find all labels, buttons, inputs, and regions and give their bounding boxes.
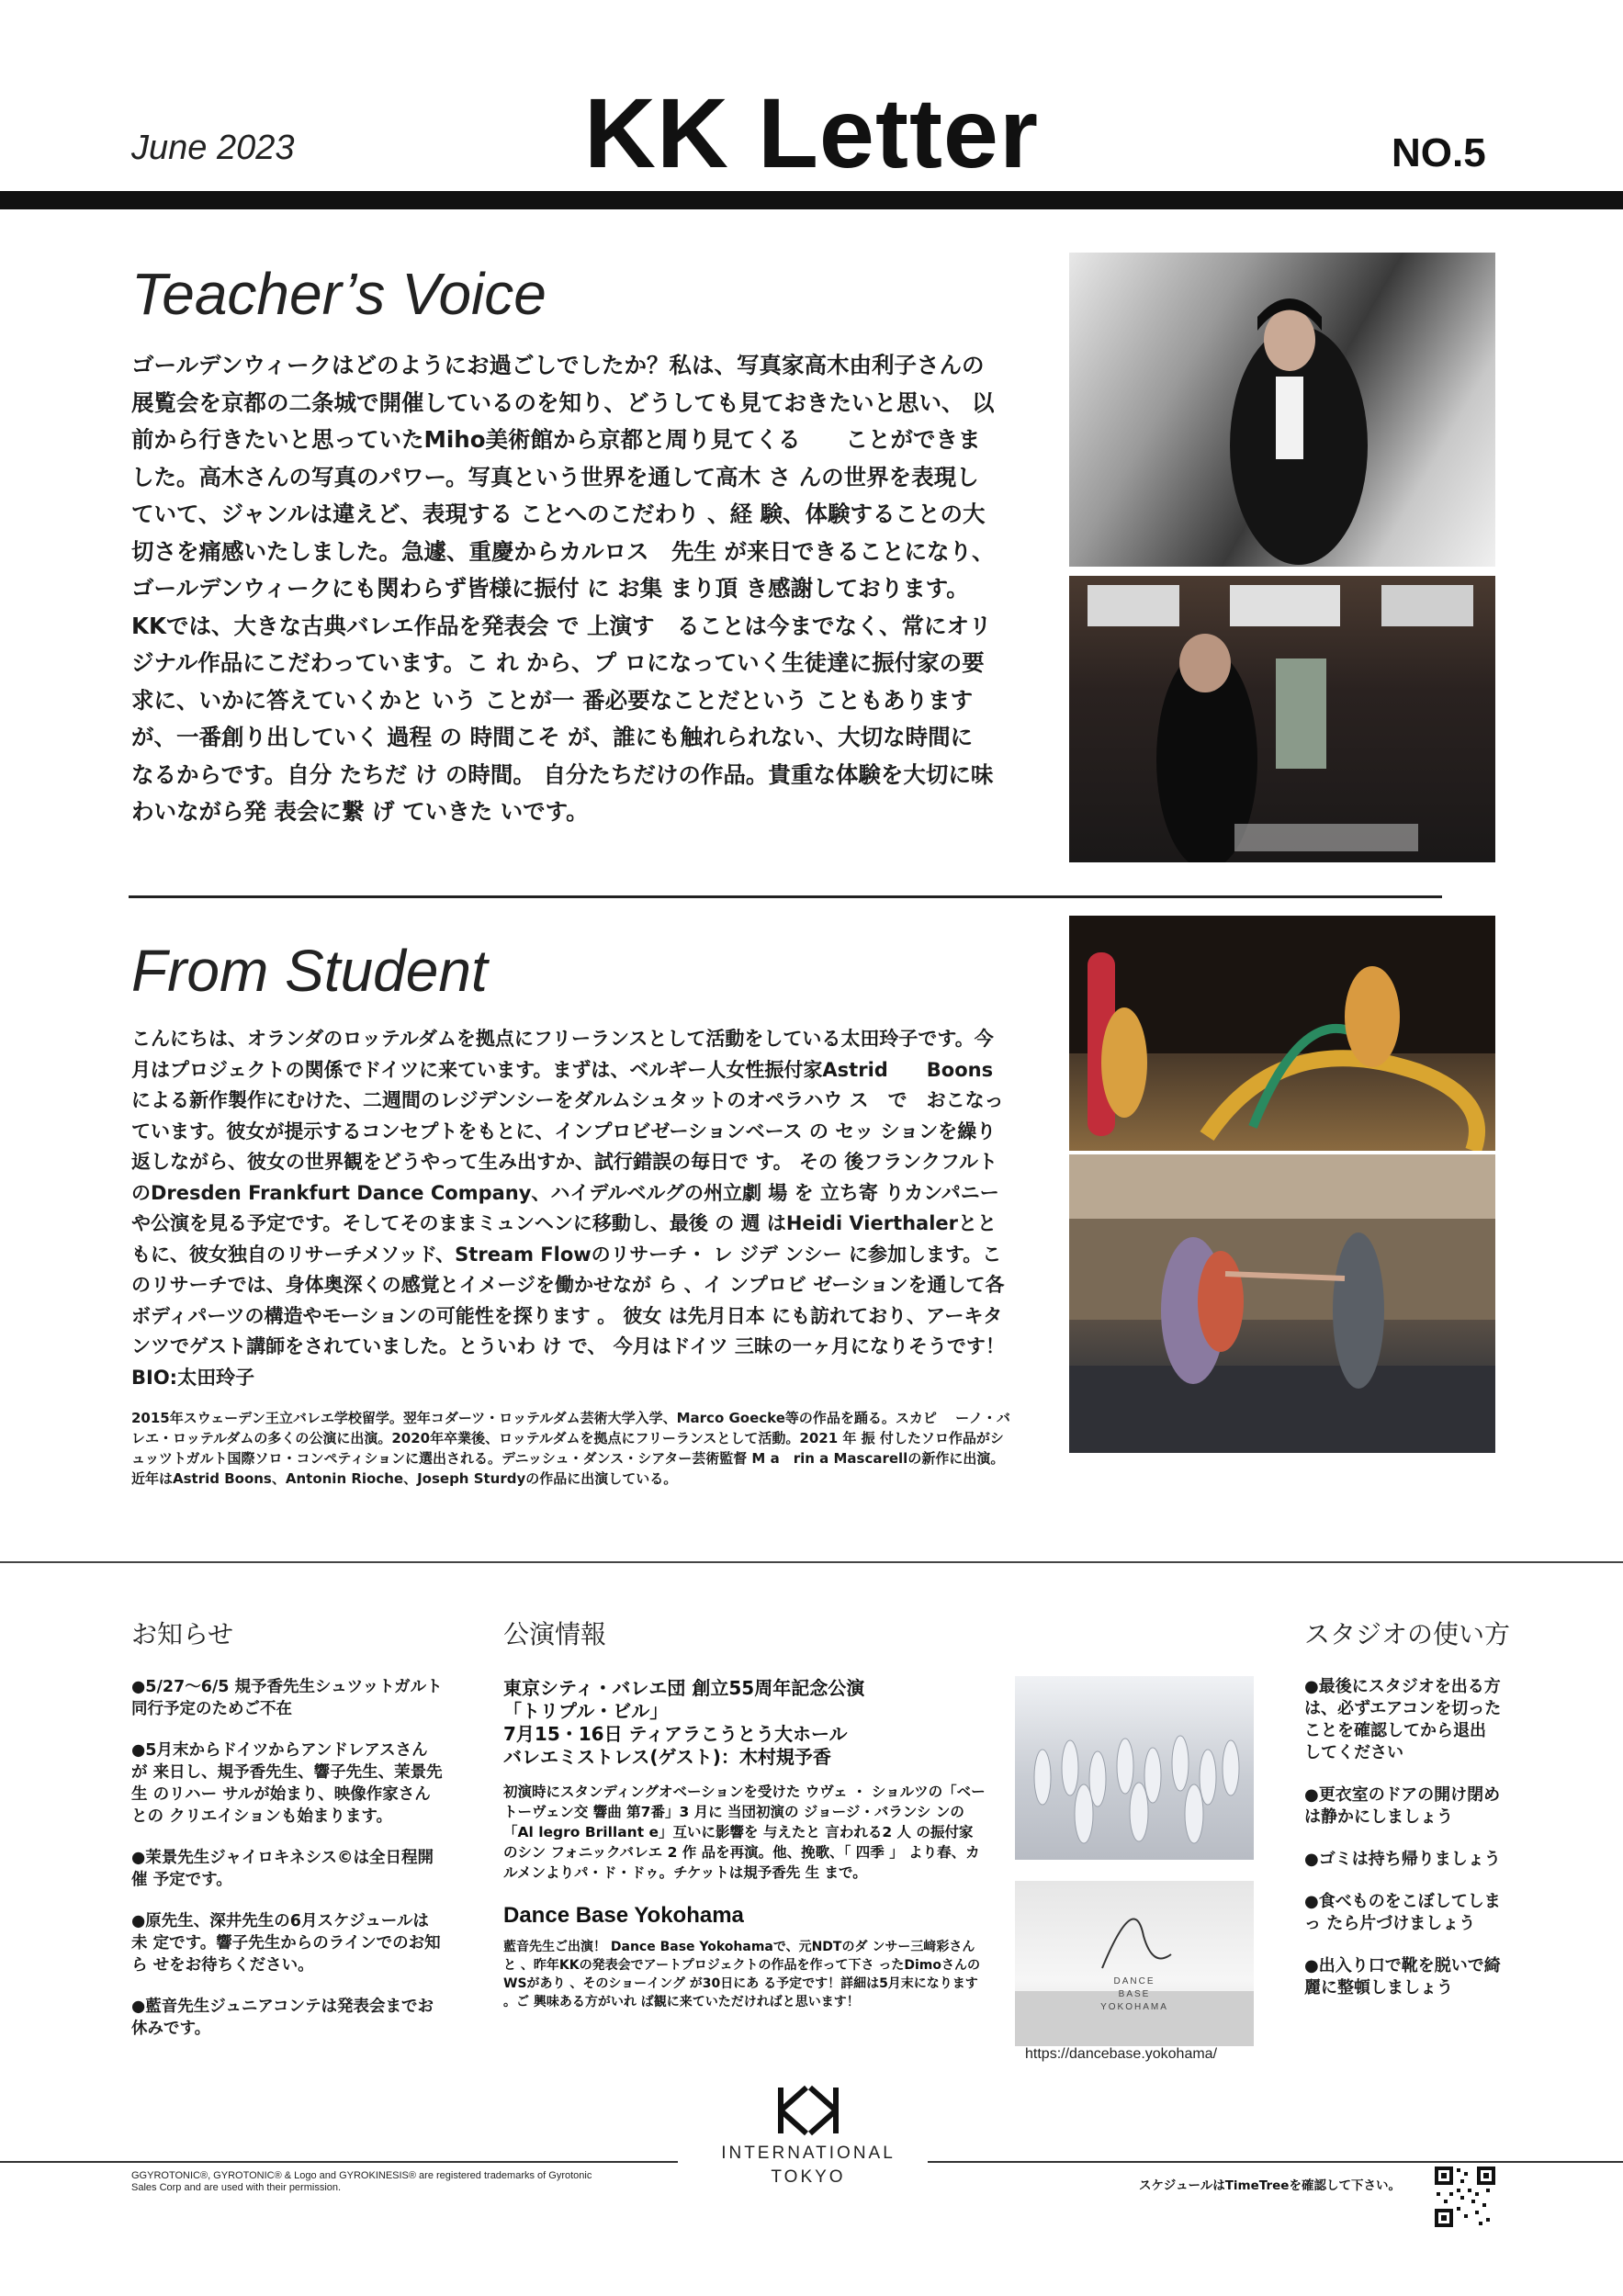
logo-line: INTERNATIONAL [721,2144,896,2163]
performance-title-line: バレエミストレス(ゲスト)：木村規予香 [503,1746,831,1768]
studio-rule-item: ●更衣室のドアの開け閉め は静かにしましょう [1304,1785,1501,1827]
dance-base-yokohama-logo-line: BASE [1118,1989,1151,1999]
announcement-item: ●茉景先生ジャイロキネシス©は全日程開催 予定です。 [131,1849,434,1889]
performance-title-line: 「トリプル・ビル」 [503,1700,669,1722]
issue-number: NO.5 [1392,130,1486,175]
performance-title-line: 東京シティ・バレエ団 創立55周年記念公演 [503,1677,865,1699]
section-divider [129,895,1442,898]
ballet-ensemble-photo [1015,1676,1254,1860]
kk-logo-icon [762,2083,854,2138]
footer-rule-right [928,2161,1623,2163]
performance-info-heading: 公演情報 [503,1619,607,1649]
dance-stage-photo [1069,916,1495,1151]
from-student-body: こんにちは、オランダのロッテルダムを拠点にフリーランスとして活動をしている太田玲子です。今月はプロジェクトの関係でドイツに来ています。まずは、ベルギー人女性振付家Astrid Boonsによる新作製作にむけた、二週間のレジデンシーをダルムシュタットのオペラハウ ス で おこなっています。彼女が提示するコンセプトをもとに、インプロビゼーションベース の セッ ションを繰り返しながら、彼女の世界観をどうやって生み出すか、試行錯誤の毎日で す。 その 後フランクフルトのDresden Frankfurt Dance Company、ハイデルベルグの州立劇 場 を 立ち寄 りカンパニーや公演を見る予定です。そしてそのままミュンヘンに移動し、最後 の 週 はHeidi Vierthalerとともに、彼女独自のリサーチメソッド、Stream Flowのリサーチ・ レ ジデ ンシー に参加します。このリサーチでは、身体奥深くの感覚とイメージを働かせなが ら 、イ ンプロビ ゼーションを通して各ボディパーツの構造やモーションの可能性を探ります 。 彼女 は先月日本 にも訪れており、アーキタンツでゲスト講師をされていました。とういわ け で、 今月はドイツ 三昧の一ヶ月になりそうです！BIO:太田玲子 [131,1028,1005,1389]
announcements-list [131,1676,444,2059]
dance-base-yokohama-logo-icon [1102,1919,1171,1968]
announcement-item: ●原先生、深井先生の6月スケジュールは未 定です。響子先生からのラインでのお知ら せをお待ちください。 [131,1912,441,1975]
performance-title [503,1677,986,1769]
timetree-note: スケジュールはTimeTreeを確認して下さい。 [1139,2178,1401,2193]
dance-rehearsal-photo [1069,1154,1495,1453]
teachers-voice-heading: Teacher’s Voice [131,261,547,327]
qr-code-icon[interactable] [1433,2165,1497,2229]
announcement-item: ●5/27〜6/5 規予香先生シュツットガルト 同行予定のためご不在 [131,1678,443,1718]
trademark-notice: GGYROTONIC®, GYROTONIC® & Logo and GYROKINESIS® are registered trademarks of Gyrotonic Sales Corp and are used with their permission. [131,2170,592,2193]
teachers-voice-body: ゴールデンウィークはどのようにお過ごしでしたか？私は、写真家高木由利子さんの展覧会を京都の二条城で開催しているのを知り、どうしても見ておきたいと思い、 以前から行きたいと思っていたMiho美術館から京都と周り見てくる ことができました。高木さんの写真のパワー。写真という世界を通して高木 さ んの世界を表現していて、ジャンルは違えど、表現する ことへのこだわり 、経 験、体験することの大切さを痛感いたしました。急遽、重慶からカルロス 先生 が来日できることになり、ゴールデンウィークにも関わらず皆様に振付 に お集 まり頂 き感謝しております。KKでは、大きな古典バレエ作品を発表会 で 上演す ることは今までなく、常にオリジナル作品にこだわっています。こ れ から、プ ロになっていく生徒達に振付家の要求に、いかに答えていくかと いう ことが一 番必要なことだという こともありますが、一番創り出していく 過程 の 時間こそ が、誰にも触れられない、大切な時間になるからです。自分 たちだ け の時間。 自分たちだけの作品。貴重な体験を大切に味わいながら発 表会に繋 げ ていきた いです。 [131,352,995,825]
dance-base-yokohama-photo [1015,1881,1254,2046]
dance-base-yokohama-logo-line: DANCE [1113,1976,1155,1986]
performance-info [503,1677,986,2011]
performance-description: 初演時にスタンディングオベーションを受けた ウヴェ ・ ショルツの「ベートーヴェン交 響曲 第7番」3 月に 当団初演の ジョージ・バランシ ンの 「Al legro Brillant e」互いに影響を 与えたと 言われる2 人 の振付家 のシン フォニックバレエ 2 作 品を再演。他、挽歌、「 四季 」 より春、カ ルメンよりパ・ド・ドゥ。チケットは規予香先 生 まで。 [503,1784,986,1881]
studio-rules-heading: スタジオの使い方 [1304,1619,1511,1649]
announcement-item: ●5月末からドイツからアンドレアスさんが 来日し、規予香先生、響子先生、茉景先生 のリハー サルが始まり、映像作家さんとの クリエイションも始まります。 [131,1741,443,1826]
student-bio: 2015年スウェーデン王立バレエ学校留学。翌年コダーツ・ロッテルダム芸術大学入学、Marco Goecke等の作品を踊る。スカピ ーノ・バレエ・ロッテルダムの多くの公演に出演。2020年卒業後、ロッテルダムを拠点にフリーランスとして活動。2021 年 振 付したソロ作品がシュッツトガルト国際ソロ・コンペティションに選出される。デニッシュ・ダンス・シアター芸術監督 M a rin a Mascarellの新作に出演。近年はAstrid Boons、Antonin Rioche、Joseph Sturdyの作品に出演している。 [131,1410,1010,1487]
footer-rule-left [0,2161,678,2163]
studio-rule-item: ●食べものをこぼしてしまっ たら片づけましょう [1304,1892,1501,1933]
dance-base-yokohama-link[interactable]: https://dancebase.yokohama/ [1025,2046,1218,2062]
header-rule [0,191,1623,209]
from-student-heading: From Student [131,938,488,1004]
teacher-room-photo [1069,576,1495,862]
dance-base-yokohama-title: Dance Base Yokohama [503,1903,744,1928]
dance-base-yokohama-description: 藍音先生ご出演！ Dance Base Yokohamaで、元NDTのダ ンサー三﨑彩さんと 、昨年KKの発表会でアートプロジェクトの作品を作って下さ ったDimoさんのWSがあり 、そのショーイング が30日にあ る予定です！詳細は5月末になります 。ご 興味ある方がいれ ば観に来ていただければと思います！ [503,1940,980,2009]
logo-line: TOKYO [771,2167,846,2187]
studio-rule-item: ●最後にスタジオを出る方 は、必ずエアコンを切った ことを確認してから退出 してください [1304,1677,1502,1762]
kk-logo [675,2083,941,2189]
teacher-portrait-photo [1069,253,1495,567]
footer-section-rule [0,1561,1623,1563]
newsletter-title: KK Letter [583,77,1040,188]
performance-title-line: 7月15・16日 ティアラこうとう大ホール [503,1723,848,1745]
announcement-item: ●藍音先生ジュニアコンテは発表会までお 休みです。 [131,1998,434,2038]
studio-rules-list [1304,1676,1506,2020]
studio-rule-item: ●出入り口で靴を脱いで綺 麗に整頓しましょう [1304,1956,1501,1998]
studio-rule-item: ●ゴミは持ち帰りましょう [1304,1850,1501,1869]
announcements-heading: お知らせ [131,1619,234,1649]
issue-date: June 2023 [131,129,295,167]
dance-base-yokohama-logo-line: YOKOHAMA [1100,2002,1168,2012]
